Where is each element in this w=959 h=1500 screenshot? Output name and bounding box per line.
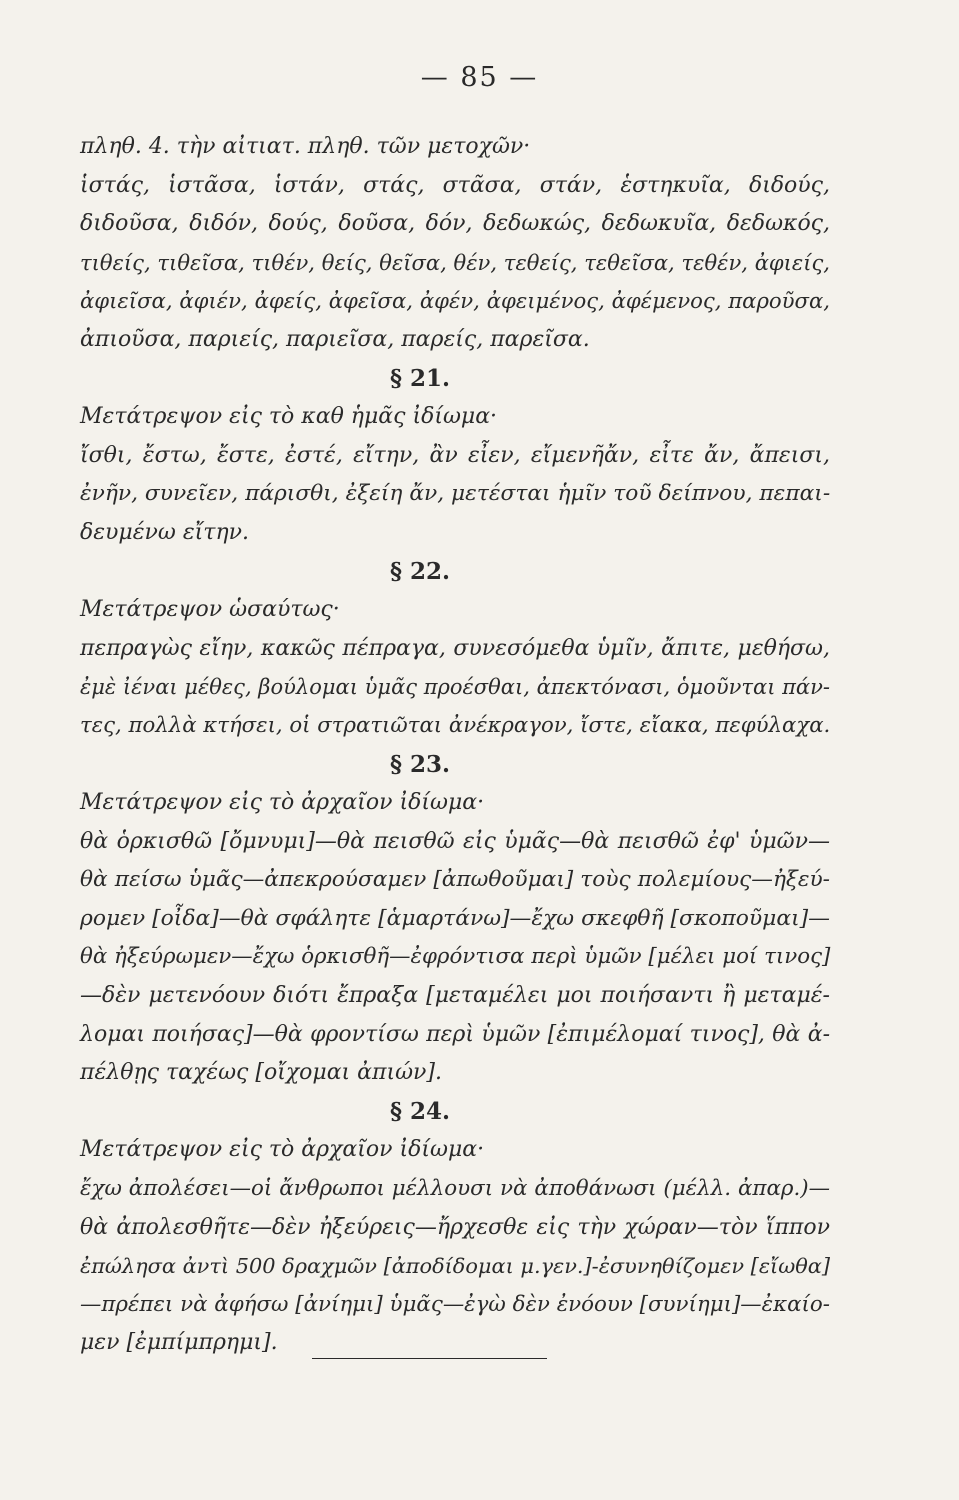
exercise-instruction: Μετάτρεψον εἰς τὸ καθ ἡμᾶς ἰδίωμα· (80, 404, 498, 430)
text-line: θὰ πείσω ὑμᾶς—ἀπεκρούσαμεν [ἀπωθοῦμαι] τοὺς πολεμίους—ἠξεύ- (80, 867, 830, 893)
exercise-instruction: Μετάτρεψον ὡσαύτως· (80, 597, 340, 623)
text-line: ἀφιεῖσα, ἀφιέν, ἀφείς, ἀφεῖσα, ἀφέν, ἀφειμένος, ἀφέμενος, παροῦσα, (80, 288, 830, 314)
text-line: πληθ. 4. τὴν αἰτιατ. πληθ. τῶν μετοχῶν· (80, 134, 531, 159)
text-line: ρομεν [οἶδα]—θὰ σφάλητε [ἁμαρτάνω]—ἔχω σκεφθῆ [σκοποῦμαι]— (80, 905, 830, 931)
section-heading: § 23. (390, 750, 451, 778)
text-line: ἐμὲ ἰέναι μέθες, βούλομαι ὑμᾶς προέσθαι, ἀπεκτόνασι, ὁμοῦνται πάν- (80, 674, 830, 700)
text-line: δευμένω εἴτην. (80, 519, 249, 545)
page-body (80, 128, 830, 1363)
text-line: ἴσθι, ἔστω, ἔστε, ἐστέ, εἴτην, ἂν εἶεν, εἴμενῆἄν, εἶτε ἄν, ἄπεισι, (80, 442, 830, 468)
text-line: πέλθῃς ταχέως [οἴχομαι ἀπιών]. (80, 1060, 443, 1086)
text-line: μεν [ἐμπίμπρημι]. (80, 1330, 278, 1356)
end-rule (312, 1358, 547, 1359)
text-line: τες, πολλὰ κτήσει, οἱ στρατιῶται ἀνέκραγον, ἴστε, εἴακα, πεφύλαχα. (80, 712, 831, 738)
text-line: θὰ ἠξεύρωμεν—ἔχω ὁρκισθῆ—ἐφρόντισα περὶ ὑμῶν [μέλει μοί τινος] (80, 944, 831, 970)
text-line: ἱστάς, ἱστᾶσα, ἱστάν, στάς, στᾶσα, στάν, ἑστηκυῖα, διδούς, (80, 172, 830, 198)
page-number: — 85 — (420, 62, 539, 93)
section-heading: § 22. (390, 557, 451, 585)
text-line: τιθείς, τιθεῖσα, τιθέν, θείς, θεῖσα, θέν, τεθείς, τεθεῖσα, τεθέν, ἀφιείς, (80, 249, 830, 275)
text-line: πεπραγὼς εἴην, κακῶς πέπραγα, συνεσόμεθα ὑμῖν, ἄπιτε, μεθήσω, (80, 635, 830, 661)
text-line: θὰ ὁρκισθῶ [ὄμνυμι]—θὰ πεισθῶ εἰς ὑμᾶς—θὰ πεισθῶ ἐφ' ὑμῶν— (80, 828, 830, 854)
text-line: λομαι ποιήσας]—θὰ φροντίσω περὶ ὑμῶν [ἐπιμέλομαί τινος], θὰ ἀ- (80, 1021, 830, 1047)
text-line: —δὲν μετενόουν διότι ἔπραξα [μεταμέλει μοι ποιήσαντι ἢ μεταμέ- (80, 983, 830, 1009)
text-line: ἔχω ἀπολέσει—οἱ ἄνθρωποι μέλλουσι νὰ ἀποθάνωσι (μέλλ. ἀπαρ.)— (80, 1176, 830, 1202)
exercise-instruction: Μετάτρεψον εἰς τὸ ἀρχαῖον ἰδίωμα· (80, 790, 485, 816)
text-line: ἐπώλησα ἀντὶ 500 δραχμῶν [ἀποδίδομαι μ.γεν.]-ἐσυνηθίζομεν [εἴωθα] (80, 1254, 830, 1279)
text-line: —πρέπει νὰ ἀφήσω [ἀνίημι] ὑμᾶς—ἐγὼ δὲν ἐνόουν [συνίημι]—ἐκαίο- (80, 1291, 830, 1317)
section-heading: § 24. (390, 1097, 451, 1125)
text-line: ἐνῆν, συνεῖεν, πάρισθι, ἐξείη ἄν, μετέσται ἡμῖν τοῦ δείπνου, πεπαι- (80, 481, 831, 507)
section-heading: § 21. (390, 364, 451, 392)
text-line: διδοῦσα, διδόν, δούς, δοῦσα, δόν, δεδωκώς, δεδωκυῖα, δεδωκός, (80, 211, 830, 237)
exercise-instruction: Μετάτρεψον εἰς τὸ ἀρχαῖον ἰδίωμα· (80, 1137, 485, 1163)
text-line: ἀπιοῦσα, παριείς, παριεῖσα, παρείς, παρεῖσα. (80, 326, 590, 352)
text-line: θὰ ἀπολεσθῆτε—δὲν ἠξεύρεις—ἤρχεσθε εἰς τὴν χώραν—τὸν ἵππον (80, 1214, 830, 1240)
